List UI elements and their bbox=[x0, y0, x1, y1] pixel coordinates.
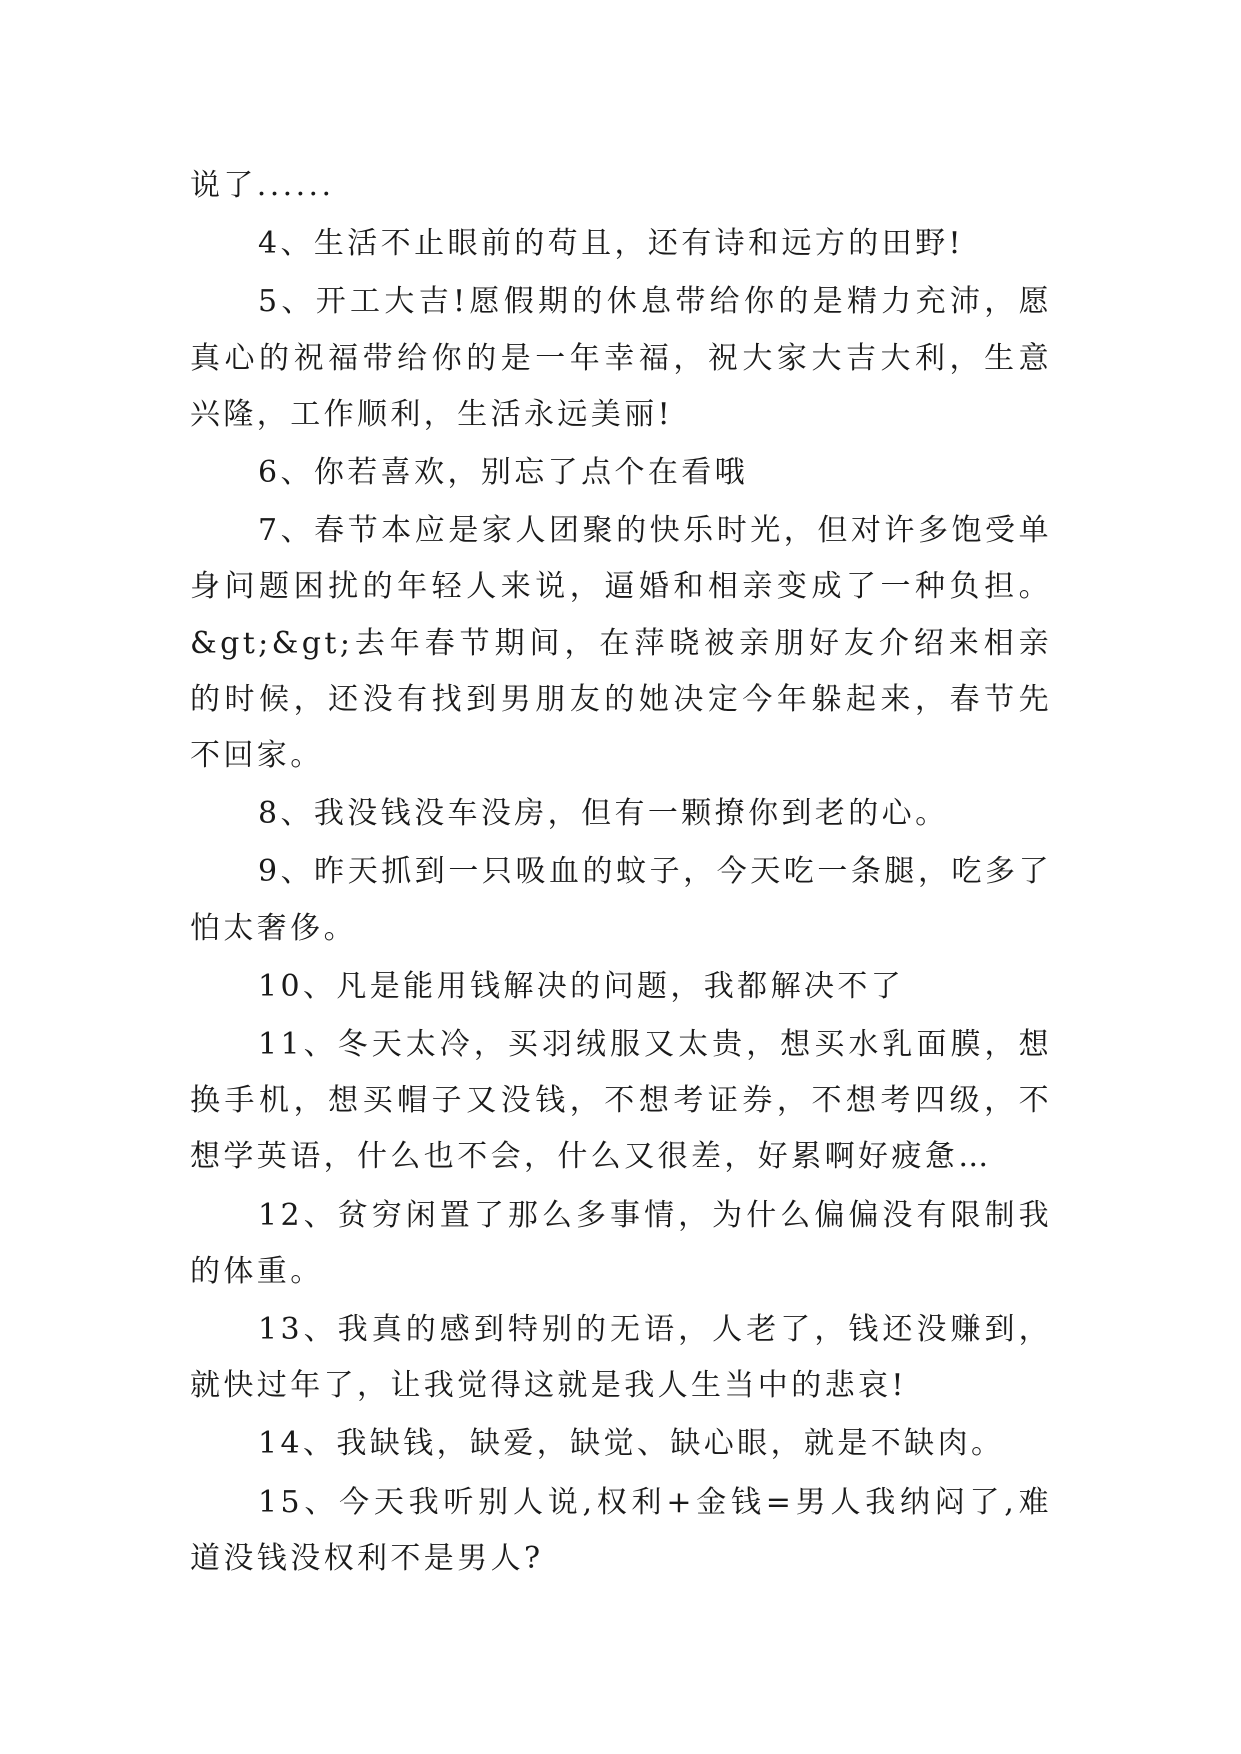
paragraph-13: 13、我真的感到特别的无语，人老了，钱还没赚到，就快过年了，让我觉得这就是我人生当中的悲哀! bbox=[190, 1312, 1052, 1404]
paragraph-9: 9、昨天抓到一只吸血的蚊子，今天吃一条腿，吃多了怕太奢侈。 bbox=[190, 854, 1052, 946]
paragraph-5: 5、开工大吉!愿假期的休息带给你的是精力充沛，愿真心的祝福带给你的是一年幸福，祝大家大吉大利，生意兴隆，工作顺利，生活永远美丽! bbox=[190, 284, 1052, 432]
paragraph-11: 11、冬天太冷，买羽绒服又太贵，想买水乳面膜，想换手机，想买帽子又没钱，不想考证券，不想考四级，不想学英语，什么也不会，什么又很差，好累啊好疲惫… bbox=[190, 1027, 1052, 1175]
paragraph-15: 15、今天我听别人说,权利+金钱=男人我纳闷了,难道没钱没权利不是男人? bbox=[190, 1484, 1052, 1576]
paragraph-4: 4、生活不止眼前的苟且，还有诗和远方的田野! bbox=[258, 226, 964, 262]
paragraph-10: 10、凡是能用钱解决的问题，我都解决不了 bbox=[258, 968, 905, 1004]
paragraph-12: 12、贫穷闲置了那么多事情，为什么偏偏没有限制我的体重。 bbox=[190, 1197, 1052, 1289]
paragraph-6: 6、你若喜欢，别忘了点个在看哦 bbox=[258, 455, 749, 491]
paragraph-7: 7、春节本应是家人团聚的快乐时光，但对许多饱受单身问题困扰的年轻人来说，逼婚和相亲变成了一种负担。&gt;&gt;去年春节期间，在萍晓被亲朋好友介绍来相亲的时候，还没有找到男朋友的她决定今年躲起来，春节先不回家。 bbox=[190, 513, 1052, 774]
document-body bbox=[190, 158, 1052, 1589]
paragraph-8: 8、我没钱没车没房，但有一颗撩你到老的心。 bbox=[258, 796, 949, 832]
paragraph-continuation: 说了...... bbox=[190, 168, 335, 203]
paragraph-14: 14、我缺钱，缺爱，缺觉、缺心眼，就是不缺肉。 bbox=[258, 1426, 1005, 1462]
